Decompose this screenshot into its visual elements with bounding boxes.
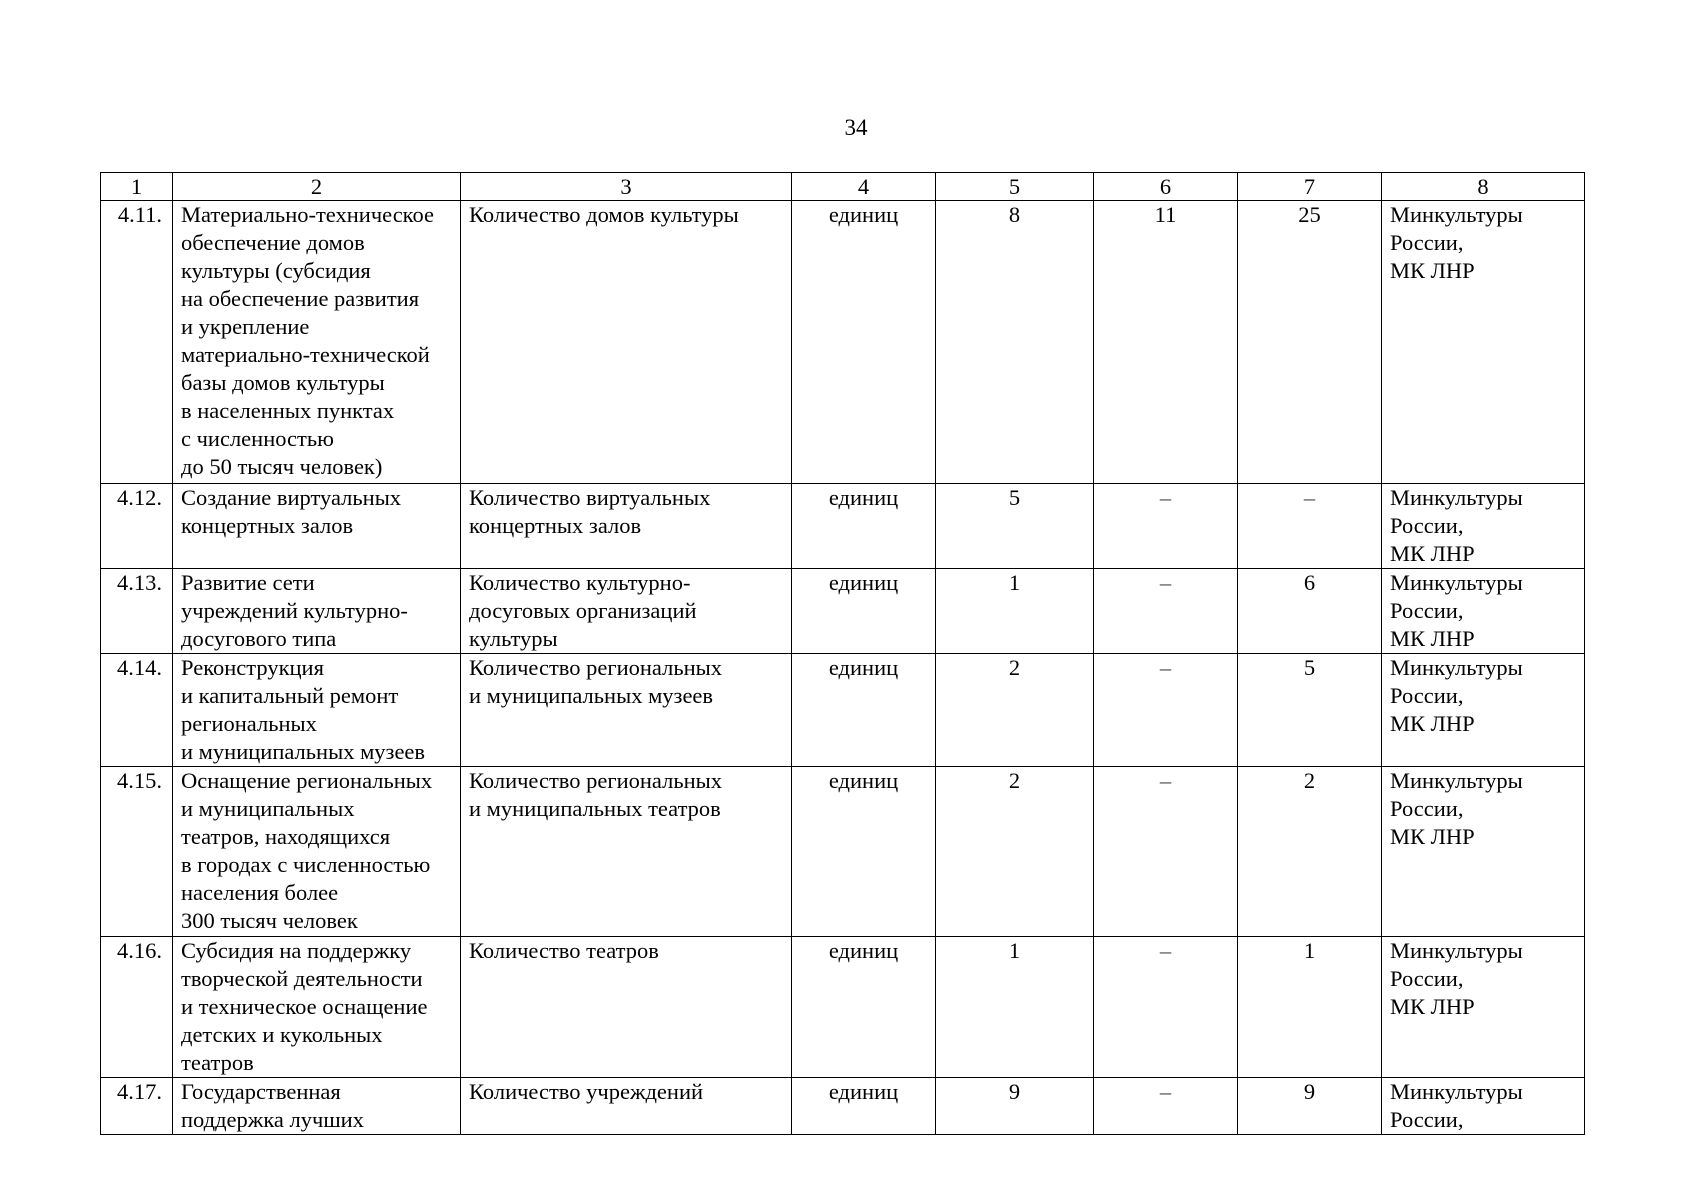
column-header: 5 [936, 173, 1094, 201]
column-header: 7 [1238, 173, 1382, 201]
column-header: 3 [461, 173, 792, 201]
table-row [101, 937, 1585, 1078]
measure-name: Оснащение региональных и муниципальных театров, находящихся в городах с численностью населения более 300 тысяч человек [173, 767, 461, 937]
program-table [100, 172, 1585, 1135]
column-header: 4 [792, 173, 936, 201]
table-row [101, 767, 1585, 937]
measure-name: Развитие сети учреждений культурно- досугового типа [173, 569, 461, 654]
value-col7: 2 [1238, 767, 1382, 937]
measure-name: Субсидия на поддержку творческой деятельности и техническое оснащение детских и кукольных театров [173, 937, 461, 1078]
value-col6: – [1094, 937, 1238, 1078]
value-col7: 6 [1238, 569, 1382, 654]
indicator-name: Количество театров [461, 937, 792, 1078]
responsible-cell: Минкультуры России, [1382, 1078, 1585, 1135]
measure-name: Реконструкция и капитальный ремонт региональных и муниципальных музеев [173, 654, 461, 767]
value-col7: 1 [1238, 937, 1382, 1078]
indicator-name: Количество региональных и муниципальных театров [461, 767, 792, 937]
value-col6: 11 [1094, 201, 1238, 484]
table-row [101, 484, 1585, 569]
responsible-cell: Минкультуры России, МК ЛНР [1382, 937, 1585, 1078]
responsible-cell: Минкультуры России, МК ЛНР [1382, 201, 1585, 484]
row-number: 4.15. [101, 767, 173, 937]
value-col5: 8 [936, 201, 1094, 484]
measure-name: Материально-техническое обеспечение домов культуры (субсидия на обеспечение развития и укрепление материально-технической базы домов культуры в населенных пунктах с численностью до 50 тысяч человек) [173, 201, 461, 484]
row-number: 4.16. [101, 937, 173, 1078]
header-row [101, 173, 1585, 201]
unit-cell: единиц [792, 937, 936, 1078]
value-col6: – [1094, 484, 1238, 569]
unit-cell: единиц [792, 654, 936, 767]
value-col7: 5 [1238, 654, 1382, 767]
indicator-name: Количество виртуальных концертных залов [461, 484, 792, 569]
indicator-name: Количество региональных и муниципальных музеев [461, 654, 792, 767]
row-number: 4.11. [101, 201, 173, 484]
column-header: 8 [1382, 173, 1585, 201]
value-col7: – [1238, 484, 1382, 569]
value-col7: 25 [1238, 201, 1382, 484]
unit-cell: единиц [792, 767, 936, 937]
value-col6: – [1094, 1078, 1238, 1135]
value-col6: – [1094, 654, 1238, 767]
value-col5: 9 [936, 1078, 1094, 1135]
table-row [101, 1078, 1585, 1135]
unit-cell: единиц [792, 484, 936, 569]
indicator-name: Количество культурно- досуговых организаций культуры [461, 569, 792, 654]
table-row [101, 654, 1585, 767]
column-header: 6 [1094, 173, 1238, 201]
indicator-name: Количество домов культуры [461, 201, 792, 484]
value-col5: 2 [936, 654, 1094, 767]
table-row [101, 569, 1585, 654]
measure-name: Государственная поддержка лучших [173, 1078, 461, 1135]
unit-cell: единиц [792, 569, 936, 654]
row-number: 4.14. [101, 654, 173, 767]
value-col7: 9 [1238, 1078, 1382, 1135]
value-col5: 1 [936, 937, 1094, 1078]
row-number: 4.12. [101, 484, 173, 569]
responsible-cell: Минкультуры России, МК ЛНР [1382, 569, 1585, 654]
row-number: 4.17. [101, 1078, 173, 1135]
value-col6: – [1094, 767, 1238, 937]
row-number: 4.13. [101, 569, 173, 654]
value-col5: 2 [936, 767, 1094, 937]
responsible-cell: Минкультуры России, МК ЛНР [1382, 484, 1585, 569]
value-col6: – [1094, 569, 1238, 654]
indicator-name: Количество учреждений [461, 1078, 792, 1135]
unit-cell: единиц [792, 1078, 936, 1135]
unit-cell: единиц [792, 201, 936, 484]
value-col5: 1 [936, 569, 1094, 654]
page-number: 34 [844, 115, 868, 140]
responsible-cell: Минкультуры России, МК ЛНР [1382, 767, 1585, 937]
value-col5: 5 [936, 484, 1094, 569]
measure-name: Создание виртуальных концертных залов [173, 484, 461, 569]
table-row [101, 201, 1585, 484]
responsible-cell: Минкультуры России, МК ЛНР [1382, 654, 1585, 767]
column-header: 1 [101, 173, 173, 201]
column-header: 2 [173, 173, 461, 201]
